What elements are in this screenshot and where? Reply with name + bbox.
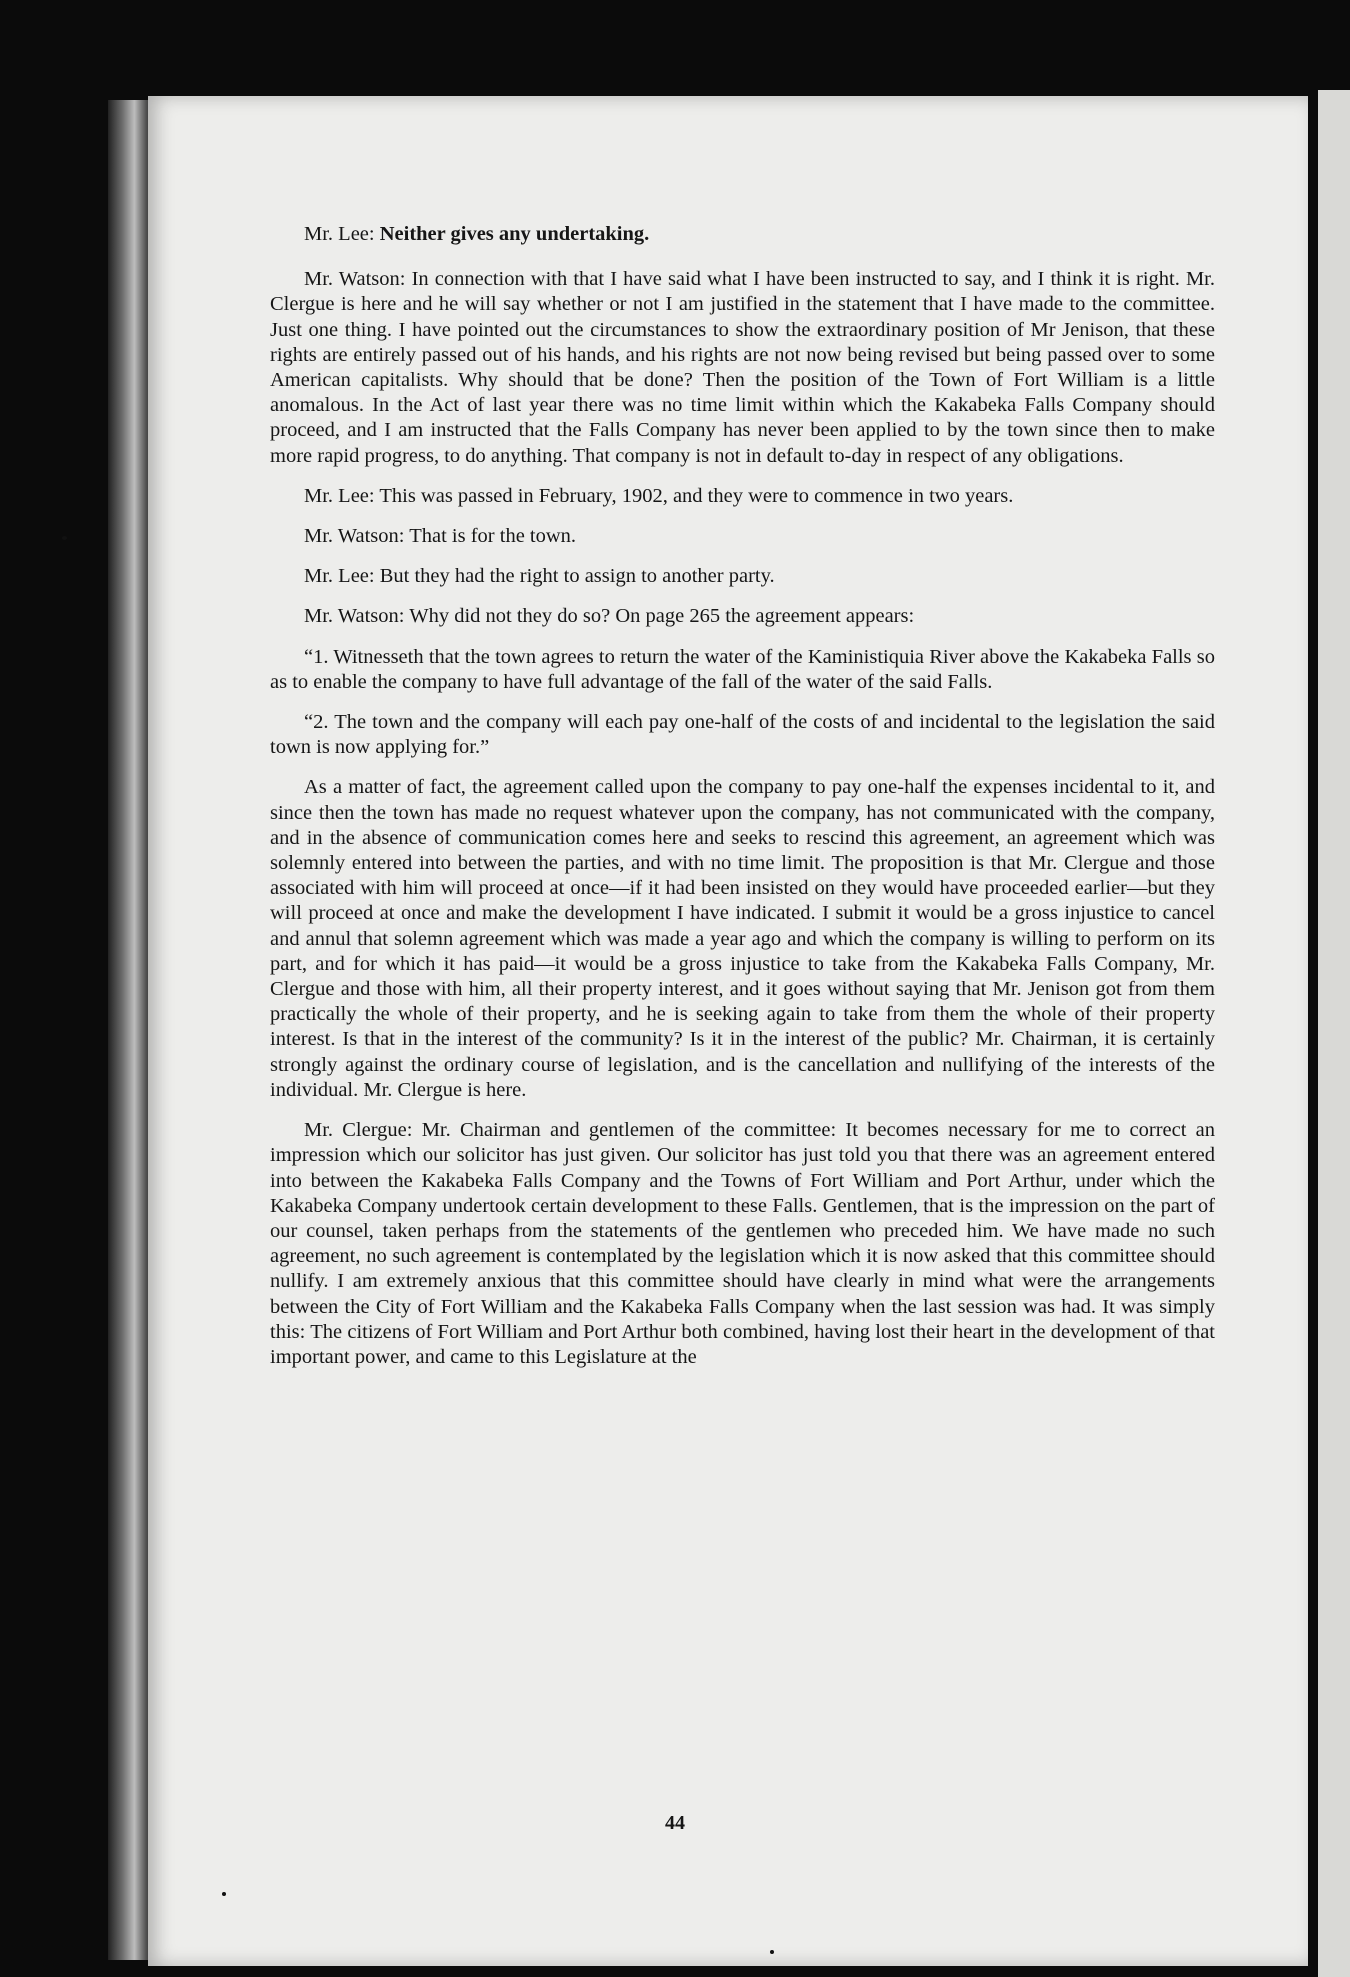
dialogue-paragraph bbox=[270, 222, 1215, 247]
dialogue-text: Why did not they do so? On page 265 the agreement appears: bbox=[404, 605, 915, 628]
dialogue-paragraph bbox=[270, 267, 1215, 469]
speaker-name: Mr. Watson: bbox=[304, 605, 405, 628]
scan-speck bbox=[770, 1950, 774, 1954]
dialogue-text: Mr. Chairman and gentlemen of the committee: It becomes necessary for me to correct an impression which our solicitor has just given. Our solicitor has just told you that there was an agreement entered into between the Kakabeka Falls Company and the Towns of Fort William and Port Arthur, under which the Kakabeka Company undertook certain development to these Falls. Gentlemen, that is the impression on the part of our counsel, taken perhaps from the statements of the gentlemen who preceded him. We have made no such agreement, no such agreement is contemplated by the legislation which it is now asked that this committee should nullify. I am extremely anxious that this committee should have clearly in mind what were the arrangements between the City of Fort William and the Kakabeka Falls Company when the last session was had. It was simply this: The citizens of Fort William and Port Arthur both combined, having lost their heart in the development of that important power, and came to this Legislature at the bbox=[270, 1119, 1215, 1368]
scan-speck bbox=[222, 1892, 226, 1896]
speaker-name: Mr. Lee: bbox=[304, 565, 375, 588]
quoted-agreement-clause: “1. Witnesseth that the town agrees to return the water of the Kaministiquia River above the Kakabeka Falls so as to enable the company to have full advantage of the fall of the water of the said Falls. bbox=[270, 645, 1215, 693]
dialogue-paragraph bbox=[270, 524, 1215, 549]
speaker-name: Mr. Watson: bbox=[304, 525, 405, 548]
page-text bbox=[270, 222, 1215, 1385]
quoted-agreement-clause: “2. The town and the company will each pay one-half of the costs of and incidental to the legislation the said town is now applying for.” bbox=[270, 711, 1215, 759]
dialogue-paragraph bbox=[270, 1118, 1215, 1370]
dialogue-text: That is for the town. bbox=[404, 525, 577, 548]
dialogue-text: But they had the right to assign to another party. bbox=[374, 565, 775, 588]
dialogue-text: In connection with that I have said what I have been instructed to say, and I think it is right. Mr. Clergue is here and he will say whether or not I am justified in the statement that I have made to the committee. Just one thing. I have pointed out the circumstances to show the extraordinary position of Mr Jenison, that these rights are entirely passed out of his hands, and his rights are not now being revised but being passed over to some American capitalists. Why should that be done? Then the position of the Town of Fort William is a little anomalous. In the Act of last year there was no time limit within which the Kakabeka Falls Company should proceed, and I am instructed that the Falls Company has never been applied to by the town since then to make more rapid progress, to do anything. That company is not in default to-day in respect of any obligations. bbox=[270, 268, 1215, 467]
dialogue-paragraph bbox=[270, 775, 1215, 1103]
dialogue-paragraph bbox=[270, 564, 1215, 589]
facing-page-edge bbox=[1318, 90, 1350, 1977]
dialogue-text: As a matter of fact, the agreement called upon the company to pay one-half the expenses incidental to it, and since then the town has made no request whatever upon the company, has not communicated with the company, and in the absence of communication comes here and seeks to rescind this agreement, an agreement which was solemnly entered into between the parties, and with no time limit. The proposition is that Mr. Clergue and those associated with him will proceed at once—if it had been insisted on they would have proceeded earlier—but they will proceed at once and make the development I have indicated. I submit it would be a gross injustice to cancel and annul that solemn agreement which was made a year ago and which the company is willing to perform on its part, and for which it has paid—it would be a gross injustice to take from the Kakabeka Falls Company, Mr. Clergue and those with him, all their property interest, and it goes without saying that Mr. Jenison got from them practically the whole of their property, and he is seeking again to take from them the whole of their property interest. Is that in the interest of the community? Is it in the interest of the public? Mr. Chairman, it is certainly strongly against the ordinary course of legislation, and is the cancellation and nullifying of the interests of the individual. Mr. Clergue is here. bbox=[270, 776, 1215, 1101]
dialogue-paragraph bbox=[270, 604, 1215, 629]
dialogue-paragraph bbox=[270, 484, 1215, 509]
dialogue-text: This was passed in February, 1902, and they were to commence in two years. bbox=[374, 484, 1014, 507]
speaker-name: Mr. Lee: bbox=[304, 223, 375, 245]
page-number: 44 bbox=[665, 1812, 685, 1834]
speaker-name: Mr. Watson: bbox=[304, 268, 406, 291]
scan-speck bbox=[62, 536, 67, 540]
speaker-name: Mr. Lee: bbox=[304, 484, 375, 507]
speaker-name: Mr. Clergue: bbox=[304, 1119, 413, 1142]
dialogue-text: Neither gives any undertaking. bbox=[374, 223, 650, 245]
